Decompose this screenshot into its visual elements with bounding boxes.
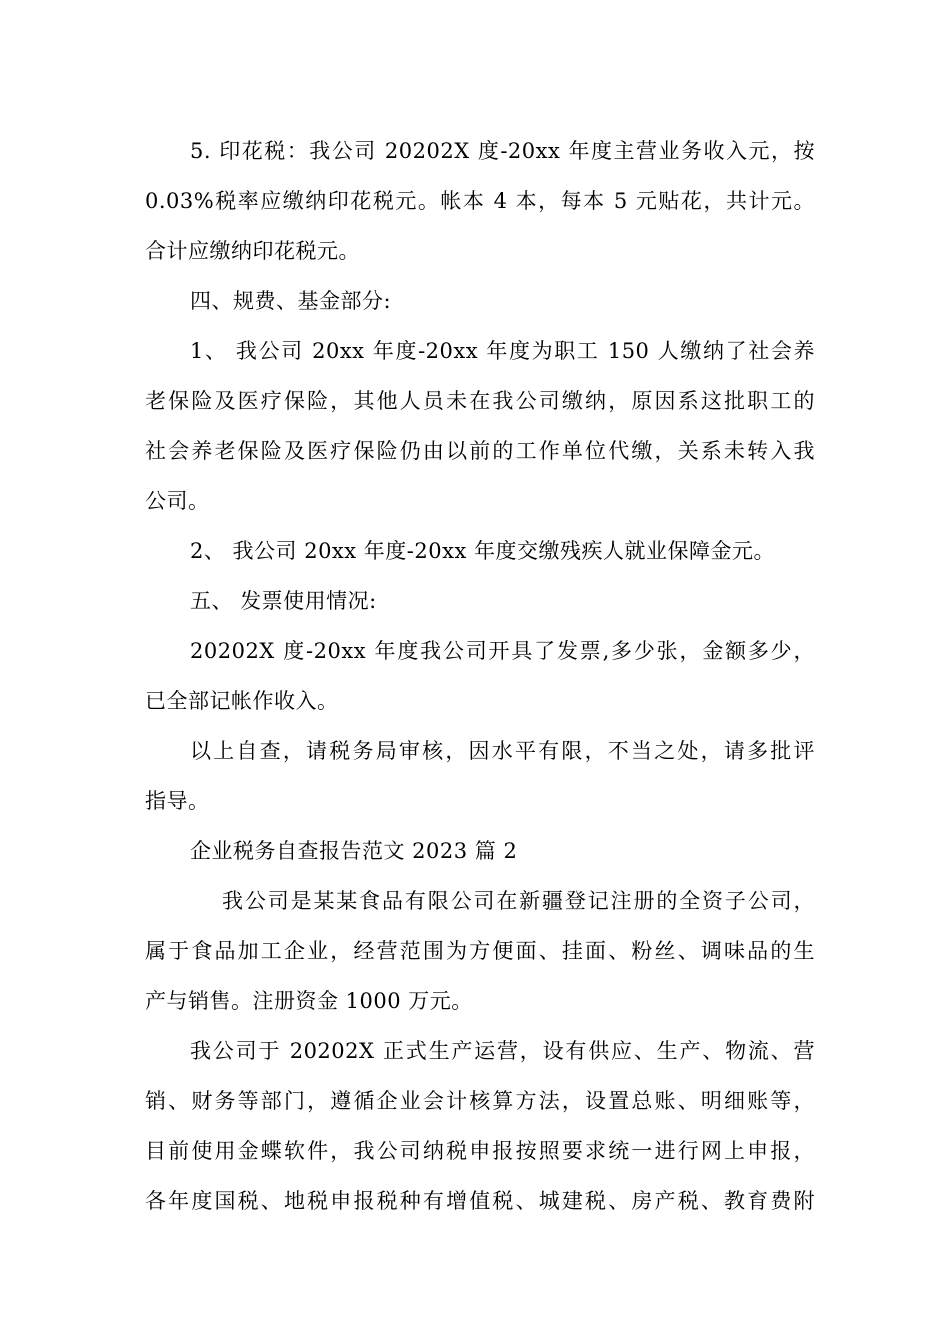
section-heading: 五、 发票使用情况:	[190, 589, 377, 613]
paragraph-line: 社会养老保险及医疗保险仍由以前的工作单位代缴，关系未转入我	[145, 439, 815, 463]
paragraph-line: 各年度国税、地税申报税种有增值税、城建税、房产税、教育费附	[145, 1189, 815, 1213]
paragraph-line: 销、财务等部门，遵循企业会计核算方法，设置总账、明细账等，	[145, 1089, 815, 1113]
paragraph-line: 指导。	[145, 789, 210, 813]
paragraph-line: 我公司于 20202X 正式生产运营，设有供应、生产、物流、营	[190, 1039, 815, 1063]
paragraph-line: 目前使用金蝶软件，我公司纳税申报按照要求统一进行网上申报，	[145, 1139, 815, 1163]
paragraph-line: 老保险及医疗保险，其他人员未在我公司缴纳，原因系这批职工的	[145, 389, 815, 413]
paragraph-line: 属于食品加工企业，经营范围为方便面、挂面、粉丝、调味品的生	[145, 939, 815, 963]
paragraph-line: 已全部记帐作收入。	[145, 689, 339, 713]
paragraph-line: 产与销售。注册资金 1000 万元。	[145, 989, 473, 1013]
paragraph-line: 5. 印花税：我公司 20202X 度-20xx 年度主营业务收入元，按	[190, 139, 815, 163]
paragraph-line: 1、 我公司 20xx 年度-20xx 年度为职工 150 人缴纳了社会养	[190, 339, 815, 363]
paragraph-line: 合计应缴纳印花税元。	[145, 239, 360, 263]
paragraph-line: 2、 我公司 20xx 年度-20xx 年度交缴残疾人就业保障金元。	[190, 539, 775, 563]
paragraph-line: 以上自查，请税务局审核，因水平有限，不当之处，请多批评	[190, 739, 815, 763]
paragraph-line: 0.03%税率应缴纳印花税元。帐本 4 本，每本 5 元贴花，共计元。	[145, 189, 815, 213]
section-heading: 四、规费、基金部分:	[190, 289, 392, 313]
paragraph-line: 我公司是某某食品有限公司在新疆登记注册的全资子公司，	[222, 889, 815, 913]
paragraph-line: 公司。	[145, 489, 210, 513]
paragraph-line: 20202X 度-20xx 年度我公司开具了发票,多少张，金额多少，	[190, 639, 815, 663]
article-title: 企业税务自查报告范文 2023 篇 2	[190, 839, 518, 863]
